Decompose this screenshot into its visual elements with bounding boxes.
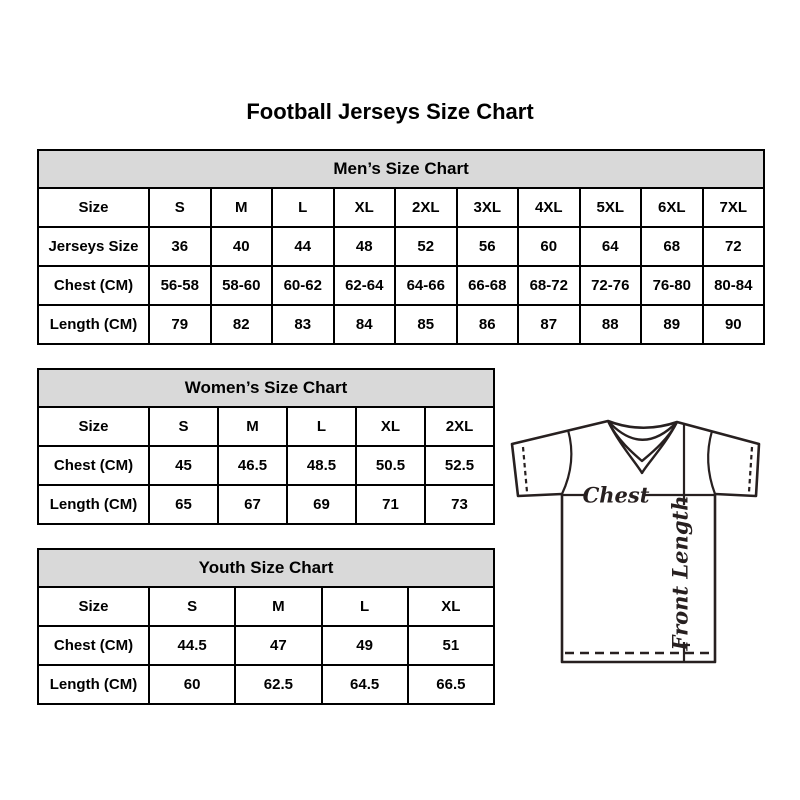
table-header-row — [38, 549, 494, 587]
table-header-row — [38, 150, 764, 188]
value-cell: L — [322, 587, 408, 626]
value-cell: 88 — [580, 305, 642, 344]
table-row — [38, 227, 764, 266]
value-cell: 68 — [641, 227, 703, 266]
row-label-cell: Size — [38, 587, 149, 626]
value-cell: 66-68 — [457, 266, 519, 305]
value-cell: 86 — [457, 305, 519, 344]
value-cell: 60 — [518, 227, 580, 266]
value-cell: 87 — [518, 305, 580, 344]
value-cell: 2XL — [395, 188, 457, 227]
value-cell: 44.5 — [149, 626, 235, 665]
table-row — [38, 407, 494, 446]
row-label-cell: Size — [38, 407, 149, 446]
value-cell: 64 — [580, 227, 642, 266]
value-cell: 64-66 — [395, 266, 457, 305]
row-label-cell: Chest (CM) — [38, 266, 149, 305]
value-cell: 79 — [149, 305, 211, 344]
value-cell: S — [149, 587, 235, 626]
row-label-cell: Chest (CM) — [38, 626, 149, 665]
table-row — [38, 485, 494, 524]
value-cell: 72 — [703, 227, 765, 266]
page-title: Football Jerseys Size Chart — [246, 99, 534, 124]
value-cell: 76-80 — [641, 266, 703, 305]
value-cell: 72-76 — [580, 266, 642, 305]
mens-size-table — [37, 149, 765, 345]
value-cell: 56-58 — [149, 266, 211, 305]
value-cell: 64.5 — [322, 665, 408, 704]
value-cell: 3XL — [457, 188, 519, 227]
value-cell: 82 — [211, 305, 273, 344]
value-cell: 48.5 — [287, 446, 356, 485]
value-cell: 36 — [149, 227, 211, 266]
row-label-cell: Chest (CM) — [38, 446, 149, 485]
value-cell: 60 — [149, 665, 235, 704]
value-cell: 44 — [272, 227, 334, 266]
table-title-cell: Youth Size Chart — [38, 549, 494, 587]
row-label-cell: Length (CM) — [38, 305, 149, 344]
value-cell: 65 — [149, 485, 218, 524]
table-row — [38, 305, 764, 344]
table-row — [38, 626, 494, 665]
value-cell: 45 — [149, 446, 218, 485]
womens-size-table — [37, 368, 495, 525]
value-cell: 69 — [287, 485, 356, 524]
value-cell: 7XL — [703, 188, 765, 227]
value-cell: 60-62 — [272, 266, 334, 305]
value-cell: 66.5 — [408, 665, 494, 704]
row-label-cell: Size — [38, 188, 149, 227]
table-row — [38, 446, 494, 485]
value-cell: 89 — [641, 305, 703, 344]
value-cell: L — [272, 188, 334, 227]
value-cell: 51 — [408, 626, 494, 665]
row-label-cell: Length (CM) — [38, 665, 149, 704]
chest-label: Chest — [582, 482, 650, 508]
value-cell: 50.5 — [356, 446, 425, 485]
value-cell: S — [149, 407, 218, 446]
jersey-outline — [512, 421, 759, 662]
value-cell: 52.5 — [425, 446, 494, 485]
table-title-cell: Men’s Size Chart — [38, 150, 764, 188]
value-cell: XL — [408, 587, 494, 626]
front-length-label: Front Length — [667, 495, 693, 651]
value-cell: 47 — [235, 626, 321, 665]
value-cell: 48 — [334, 227, 396, 266]
value-cell: 40 — [211, 227, 273, 266]
table-row — [38, 188, 764, 227]
value-cell: 62.5 — [235, 665, 321, 704]
value-cell: 46.5 — [218, 446, 287, 485]
value-cell: 2XL — [425, 407, 494, 446]
value-cell: 49 — [322, 626, 408, 665]
table-title-cell: Women’s Size Chart — [38, 369, 494, 407]
value-cell: M — [218, 407, 287, 446]
value-cell: XL — [334, 188, 396, 227]
value-cell: 67 — [218, 485, 287, 524]
table-row — [38, 665, 494, 704]
value-cell: 71 — [356, 485, 425, 524]
value-cell: S — [149, 188, 211, 227]
row-label-cell: Length (CM) — [38, 485, 149, 524]
table-row — [38, 587, 494, 626]
table-row — [38, 266, 764, 305]
value-cell: 73 — [425, 485, 494, 524]
value-cell: 62-64 — [334, 266, 396, 305]
value-cell: 6XL — [641, 188, 703, 227]
jersey-measurement-diagram — [497, 400, 782, 685]
value-cell: XL — [356, 407, 425, 446]
value-cell: 84 — [334, 305, 396, 344]
value-cell: 90 — [703, 305, 765, 344]
youth-size-table — [37, 548, 495, 705]
value-cell: 80-84 — [703, 266, 765, 305]
value-cell: L — [287, 407, 356, 446]
row-label-cell: Jerseys Size — [38, 227, 149, 266]
value-cell: 85 — [395, 305, 457, 344]
value-cell: 68-72 — [518, 266, 580, 305]
value-cell: 52 — [395, 227, 457, 266]
value-cell: 83 — [272, 305, 334, 344]
table-header-row — [38, 369, 494, 407]
value-cell: 58-60 — [211, 266, 273, 305]
value-cell: 4XL — [518, 188, 580, 227]
value-cell: M — [235, 587, 321, 626]
value-cell: 5XL — [580, 188, 642, 227]
value-cell: 56 — [457, 227, 519, 266]
value-cell: M — [211, 188, 273, 227]
